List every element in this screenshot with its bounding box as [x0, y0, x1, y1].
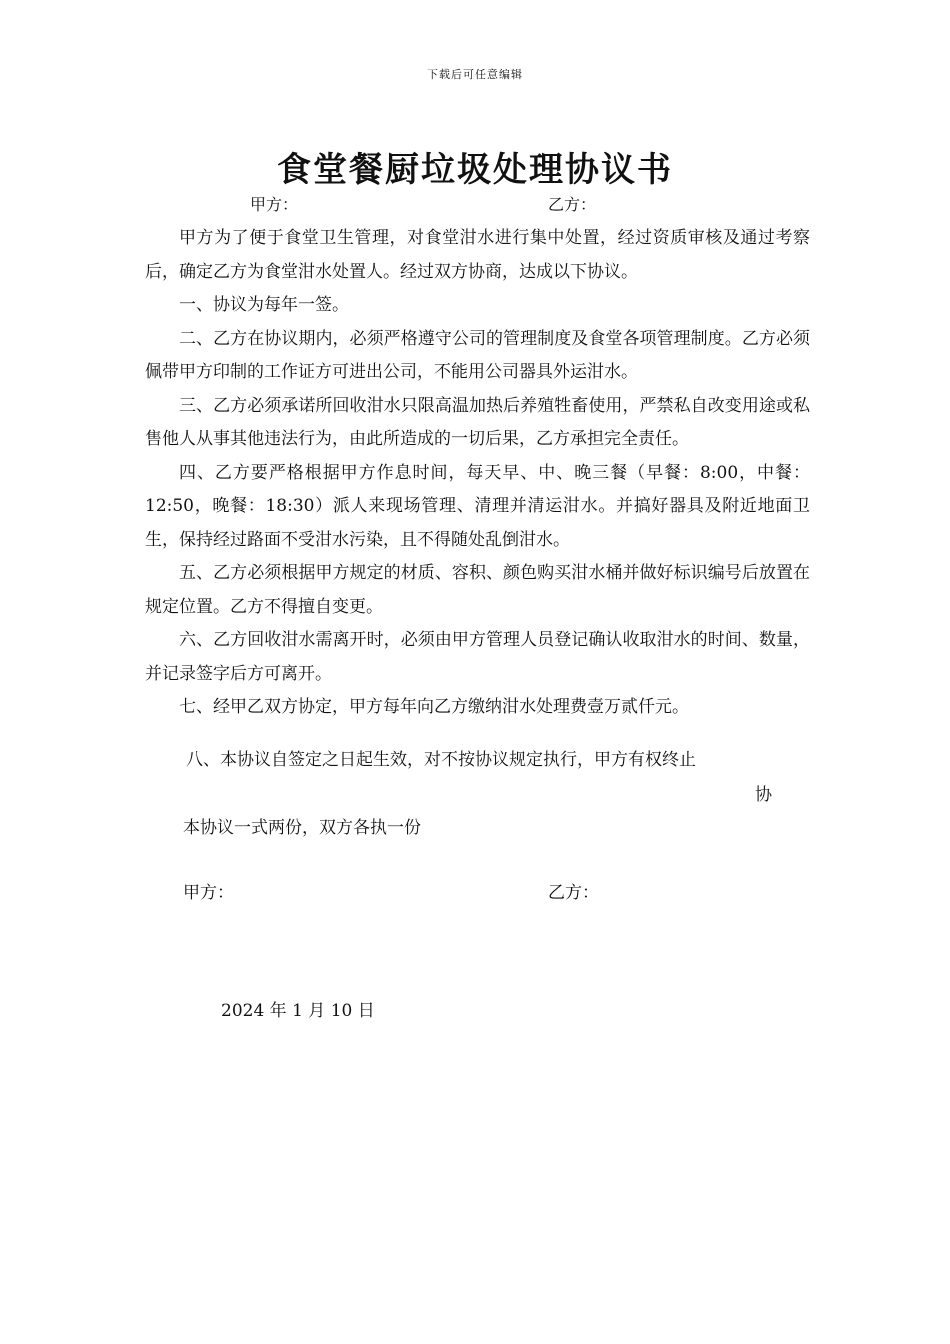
clause-6: 六、乙方回收泔水需离开时，必须由甲方管理人员登记确认收取泔水的时间、数量，并记录签字后方可离开。	[145, 630, 810, 684]
clause-3: 三、乙方必须承诺所回收泔水只限高温加热后养殖牲畜使用，严禁私自改变用途或私售他人从事其他违法行为，由此所造成的一切后果，乙方承担完全责任。	[145, 395, 810, 449]
copies-statement: 本协议一式两份，双方各执一份	[183, 818, 421, 838]
paragraph-intro: 甲方为了便于食堂卫生管理，对食堂泔水进行集中处置，经过资质审核及通过考察后，确定乙方为食堂泔水处置人。经过双方协商，达成以下协议。	[145, 228, 810, 282]
clause-8: 八、本协议自签定之日起生效，对不按协议规定执行，甲方有权终止	[186, 750, 696, 770]
clause-2: 二、乙方在协议期内，必须严格遵守公司的管理制度及食堂各项管理制度。乙方必须佩带甲方印制的工作证方可进出公司，不能用公司器具外运泔水。	[145, 328, 810, 382]
agreement-body	[145, 222, 810, 725]
clause-5: 五、乙方必须根据甲方规定的材质、容积、颜色购买泔水桶并做好标识编号后放置在规定位置。乙方不得擅自变更。	[145, 563, 810, 617]
party-b-signature-label: 乙方：	[548, 883, 599, 903]
clause-4: 四、乙方要严格根据甲方作息时间，每天早、中、晚三餐（早餐：8:00，中餐：12:50，晚餐：18:30）派人来现场管理、清理并清运泔水。并搞好器具及附近地面卫生，保持经过路面不受泔水污染，且不得随处乱倒泔水。	[145, 462, 810, 550]
party-a-signature-label: 甲方：	[183, 883, 234, 903]
clause-1: 一、协议为每年一签。	[179, 295, 349, 315]
document-title: 食堂餐厨垃圾处理协议书	[277, 150, 673, 190]
party-b-label-top: 乙方：	[548, 195, 597, 214]
party-a-label-top: 甲方：	[250, 195, 299, 214]
clause-7: 七、经甲乙双方协定，甲方每年向乙方缴纳泔水处理费壹万贰仟元。	[179, 697, 689, 717]
clause-8-continuation: 协	[755, 785, 772, 805]
page-header-note: 下载后可任意编辑	[427, 68, 523, 81]
signing-date: 2024 年 1 月 10 日	[221, 1001, 375, 1021]
